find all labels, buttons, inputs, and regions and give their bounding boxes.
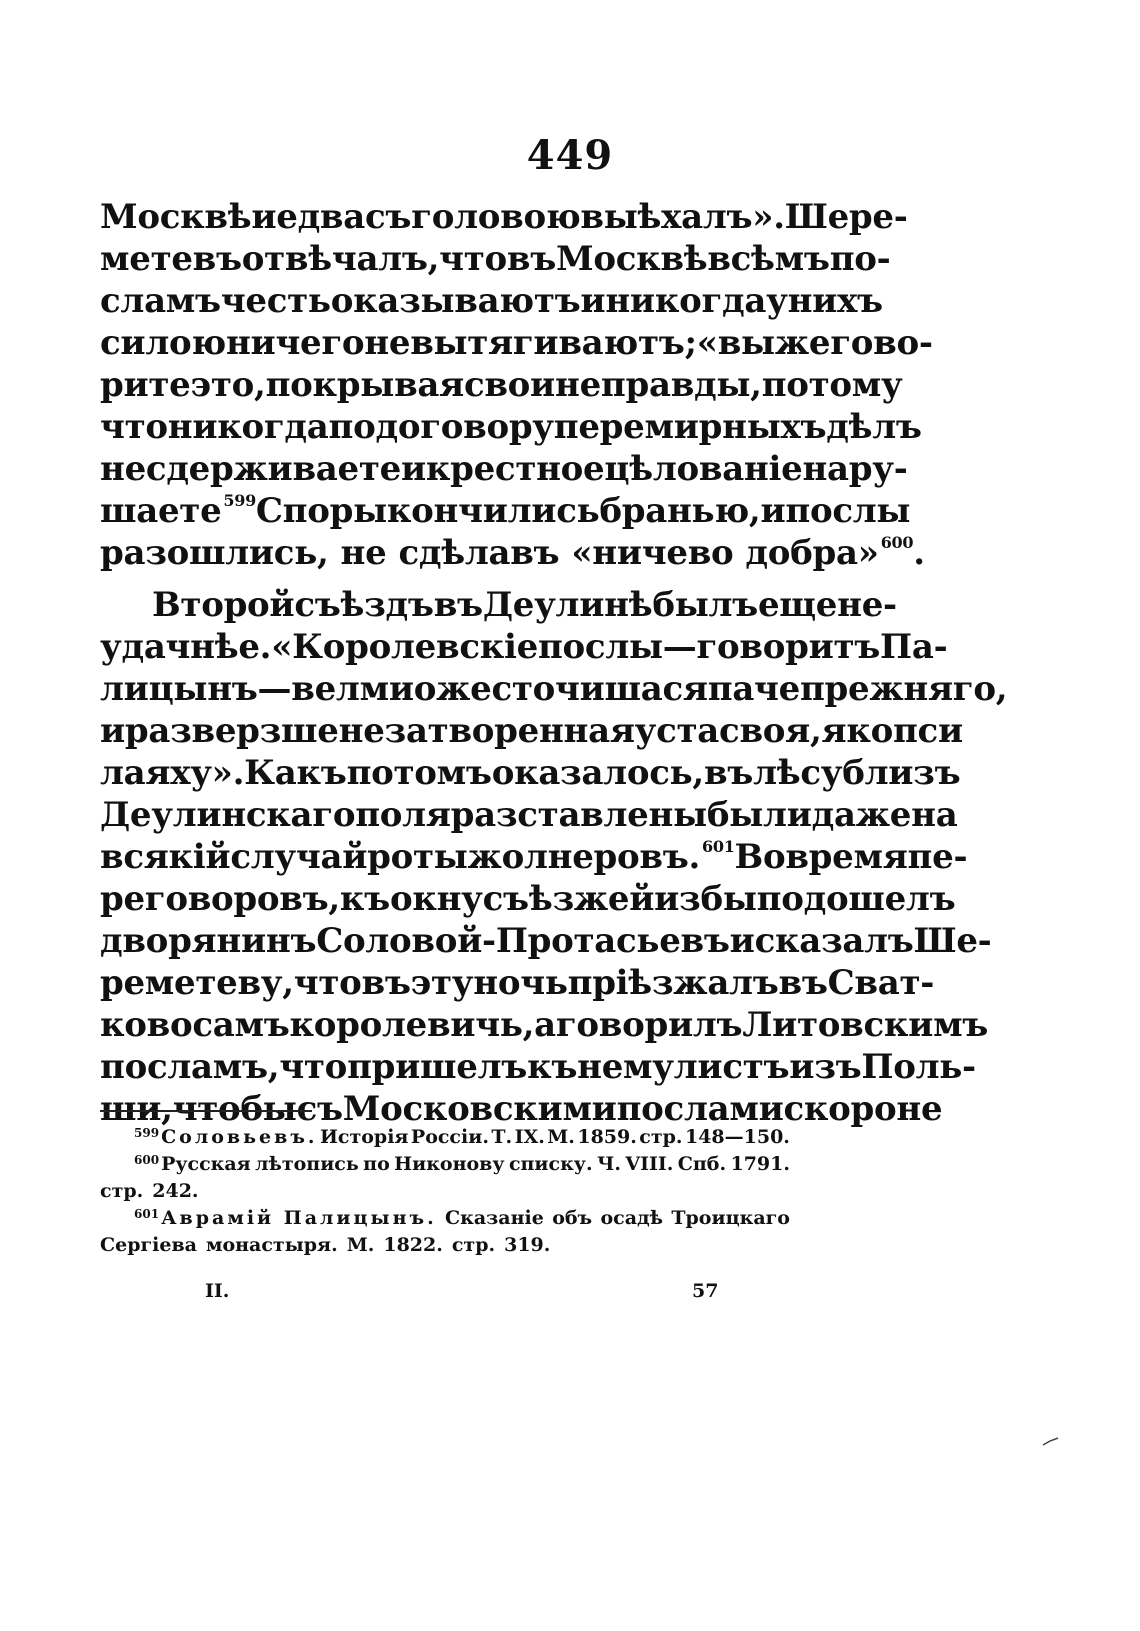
footnote-word: осадѣ (600, 1207, 664, 1229)
word: Па- (880, 627, 948, 667)
word: Москвѣ (100, 197, 252, 237)
word: Сват- (827, 963, 935, 1003)
word: своя, (719, 711, 822, 751)
text-line (100, 920, 992, 962)
word: метевъ (100, 239, 242, 279)
word: едва (276, 197, 365, 237)
word: жолнеровъ. (467, 837, 701, 877)
word: разверзше (124, 711, 339, 751)
word: нему (577, 1047, 674, 1087)
word: были (706, 795, 812, 835)
word: и (400, 449, 426, 489)
word: избы (654, 879, 757, 919)
footnote-word: Русская (161, 1153, 251, 1175)
word: реметеву, (100, 963, 294, 1003)
word: пси (892, 711, 963, 751)
word: эту (410, 963, 474, 1003)
signature-sheet: II. (205, 1280, 230, 1302)
text-line (100, 322, 933, 364)
word: пришелъ (347, 1047, 528, 1087)
word: на (911, 795, 958, 835)
word: самъ (192, 1005, 290, 1045)
word: свои (463, 365, 555, 405)
word: и (100, 711, 125, 751)
footnote-word: 148—150. (684, 1126, 790, 1148)
word: ничего (225, 323, 365, 363)
word: въ (778, 963, 828, 1003)
text-line (100, 668, 1008, 710)
word: удачнѣе. (100, 627, 272, 667)
word: «ничево (571, 533, 734, 573)
word: бранью, (599, 491, 761, 531)
word: съ (296, 1089, 343, 1129)
word: подошелъ (756, 879, 956, 919)
word: листъ (673, 1047, 790, 1087)
word: Деулинѣ (482, 585, 653, 625)
word: ночь (473, 963, 568, 1003)
word-with-note (100, 490, 256, 532)
word: пріѣзжалъ (567, 963, 779, 1003)
footnote-word: списку. (508, 1153, 593, 1175)
footnote-line (100, 1205, 790, 1232)
word: ожесточишася (413, 669, 708, 709)
word: поля (355, 795, 451, 835)
word: королевичь, (289, 1005, 535, 1045)
footnote-word: Сказаніе (445, 1207, 544, 1229)
word: Соловой-Протасьевъ (316, 921, 730, 961)
word: что (279, 1047, 348, 1087)
text-line (100, 532, 925, 574)
text-line (100, 1046, 976, 1088)
word: реговоровъ, (100, 879, 340, 919)
word: «вы (696, 323, 775, 363)
punctuation: . (913, 533, 925, 573)
word: нару- (802, 449, 908, 489)
footnote-word: стр. (639, 1126, 683, 1148)
word: ши, (100, 1089, 173, 1129)
word: разставлены (450, 795, 707, 835)
word: лѣсу (753, 753, 843, 793)
footnote-word: IX. (514, 1126, 545, 1148)
word: послы (785, 491, 911, 531)
word: не (100, 449, 146, 489)
footnote-ref: 600 (880, 533, 914, 552)
page-signature (0, 1280, 1140, 1310)
word: никогда (605, 281, 767, 321)
word: Шере- (784, 197, 908, 237)
word: былъ (652, 585, 758, 625)
footnote-number: 599 (134, 1126, 160, 1140)
word: Ше- (913, 921, 992, 961)
footnote-line (100, 1151, 790, 1178)
text-line (100, 196, 908, 238)
word: и (580, 281, 606, 321)
text-line (100, 962, 935, 1004)
word: это, (190, 365, 266, 405)
word: а (534, 1005, 556, 1045)
text-line (100, 364, 903, 406)
footnote-rule (100, 1110, 312, 1112)
word: неправды, (554, 365, 762, 405)
text-line (100, 1004, 989, 1046)
footnote-lead (134, 1205, 437, 1232)
ink-mark (1042, 1436, 1060, 1446)
footnote-lead (134, 1124, 318, 1151)
footnote-word: стр. (451, 1234, 496, 1256)
word: покрывая (265, 365, 464, 405)
footnote-word: М. (346, 1234, 375, 1256)
word: оказываютъ (330, 281, 581, 321)
word: сдерживаете (145, 449, 401, 489)
text-line (100, 280, 883, 322)
word: оказалось, (491, 753, 704, 793)
footnote-line (100, 1232, 790, 1259)
word: сдѣлавъ (398, 533, 560, 573)
word: Литовскимъ (742, 1005, 989, 1045)
footnote-word: лѣтопись (255, 1153, 359, 1175)
word: лицынъ—велми (100, 669, 414, 709)
word: потомъ (346, 753, 492, 793)
word: даже (811, 795, 912, 835)
word: Споры (255, 491, 387, 531)
word: договору (375, 407, 554, 447)
footnote-word: Россіи. (410, 1126, 489, 1148)
footnote-number: 600 (134, 1153, 160, 1167)
word: не- (837, 585, 897, 625)
footnote-number: 601 (134, 1207, 160, 1221)
word: пачепрежняго, (707, 669, 1008, 709)
word: время (785, 837, 908, 877)
word: посламъ, (100, 1047, 280, 1087)
text-line (100, 794, 958, 836)
word: отвѣчалъ, (241, 239, 440, 279)
word: добра» (745, 533, 879, 573)
footnote-word: Сергіева (100, 1234, 197, 1256)
word: изъ (789, 1047, 862, 1087)
word: перемирныхъ (553, 407, 827, 447)
word: дѣлъ (826, 407, 922, 447)
footnote-word: 242. (152, 1180, 199, 1202)
word: и (729, 921, 755, 961)
word: и (760, 491, 786, 531)
text-line (100, 626, 948, 668)
footnote-lead (134, 1151, 251, 1178)
word: съ (364, 197, 412, 237)
footnote-line (100, 1178, 790, 1205)
word: къ (339, 879, 390, 919)
word: Поль- (861, 1047, 976, 1087)
word: не (896, 1089, 943, 1129)
word: рите (100, 365, 191, 405)
word: потому (761, 365, 903, 405)
word-with-note (468, 836, 735, 878)
footnote-word: по (363, 1153, 390, 1175)
footnotes (100, 1124, 790, 1259)
word: по (328, 407, 376, 447)
word: по- (829, 239, 891, 279)
footnote-word: 1822. (383, 1234, 443, 1256)
word: шаете (100, 491, 222, 531)
main-text (100, 196, 1008, 1130)
word: Какъ (244, 753, 347, 793)
word: —говоритъ (662, 627, 881, 667)
footnote-word: 1791. (730, 1153, 790, 1175)
word: цѣлованіе (604, 449, 803, 489)
text-line (100, 238, 891, 280)
word: въ (433, 585, 483, 625)
footnote-word: монастыря. (205, 1234, 338, 1256)
word: у (766, 281, 788, 321)
word: Москвѣ (556, 239, 708, 279)
text-line (100, 448, 908, 490)
word: гово- (830, 323, 933, 363)
word: что (439, 239, 507, 279)
footnote-word: VIII. (625, 1153, 674, 1175)
word: близъ (842, 753, 961, 793)
footnote-line (100, 1124, 790, 1151)
word: въ (506, 239, 557, 279)
word: послы (537, 627, 663, 667)
word: случай (230, 837, 368, 877)
footnote-word: Т. (491, 1126, 513, 1148)
text-line (100, 406, 922, 448)
word: скоро (783, 1089, 897, 1129)
footnote-word: Исторія (319, 1126, 409, 1148)
word: яко (821, 711, 893, 751)
text-line (100, 584, 897, 626)
word: кончились (386, 491, 600, 531)
word: въ (703, 753, 754, 793)
word: головою (411, 197, 581, 237)
word: Во (734, 837, 786, 877)
word: роты (367, 837, 468, 877)
text-line (100, 878, 956, 920)
text-line (100, 710, 963, 752)
word: незатворенная (338, 711, 635, 751)
page-number: 449 (526, 132, 614, 179)
word: послами (616, 1089, 784, 1129)
word: же (774, 323, 831, 363)
text-line (100, 490, 911, 532)
footnote-word: М. (547, 1126, 575, 1148)
word: что (100, 407, 168, 447)
footnote-word: Ч. (596, 1153, 621, 1175)
word: сламъ (100, 281, 221, 321)
word: выѣхалъ». (580, 197, 785, 237)
word: ково (100, 1005, 193, 1045)
word-with-note (745, 532, 924, 574)
word: честь (220, 281, 331, 321)
footnote-word: стр. (100, 1180, 144, 1202)
footnote-ref: 599 (223, 491, 256, 510)
footnote-author: Аврамій Палицынъ. (161, 1207, 437, 1229)
signature-leaf: 57 (692, 1280, 719, 1302)
word: лаяху». (100, 753, 245, 793)
word: сказалъ (754, 921, 914, 961)
word: «Королевскіе (271, 627, 538, 667)
word: не (364, 323, 411, 363)
footnote-word: Никонову (394, 1153, 505, 1175)
word: уста (634, 711, 720, 751)
word: крестное (425, 449, 605, 489)
word: Московскими (342, 1089, 617, 1129)
word: дворянинъ (100, 921, 317, 961)
word: къ (527, 1047, 578, 1087)
footnote-author: Соловьевъ. (161, 1126, 318, 1148)
word: чтобы (172, 1089, 297, 1129)
word: всѣмъ (707, 239, 830, 279)
word: Второй (152, 585, 295, 625)
word: въ (361, 963, 411, 1003)
word: никогда (167, 407, 329, 447)
footnote-word: Спб. (677, 1153, 727, 1175)
footnote-word: 1859. (577, 1126, 637, 1148)
word: вытягиваютъ; (410, 323, 697, 363)
word: разошлись, (100, 533, 329, 573)
word: и (251, 197, 277, 237)
footnote-ref: 601 (702, 837, 735, 856)
footnote-word: объ (552, 1207, 593, 1229)
word: съѣздъ (294, 585, 434, 625)
word: съѣзжей (482, 879, 655, 919)
word: силою (100, 323, 226, 363)
word: пе- (907, 837, 968, 877)
word: не (340, 533, 387, 573)
word: нихъ (787, 281, 883, 321)
word: всякій (100, 837, 231, 877)
text-line (100, 836, 968, 878)
footnote-word: Троицкаго (671, 1207, 790, 1229)
word: Деулинскаго (100, 795, 356, 835)
word: что (293, 963, 362, 1003)
word: окну (389, 879, 483, 919)
footnote-word: 319. (504, 1234, 551, 1256)
text-line (100, 752, 961, 794)
word: еще (757, 585, 838, 625)
word: говорилъ (555, 1005, 743, 1045)
